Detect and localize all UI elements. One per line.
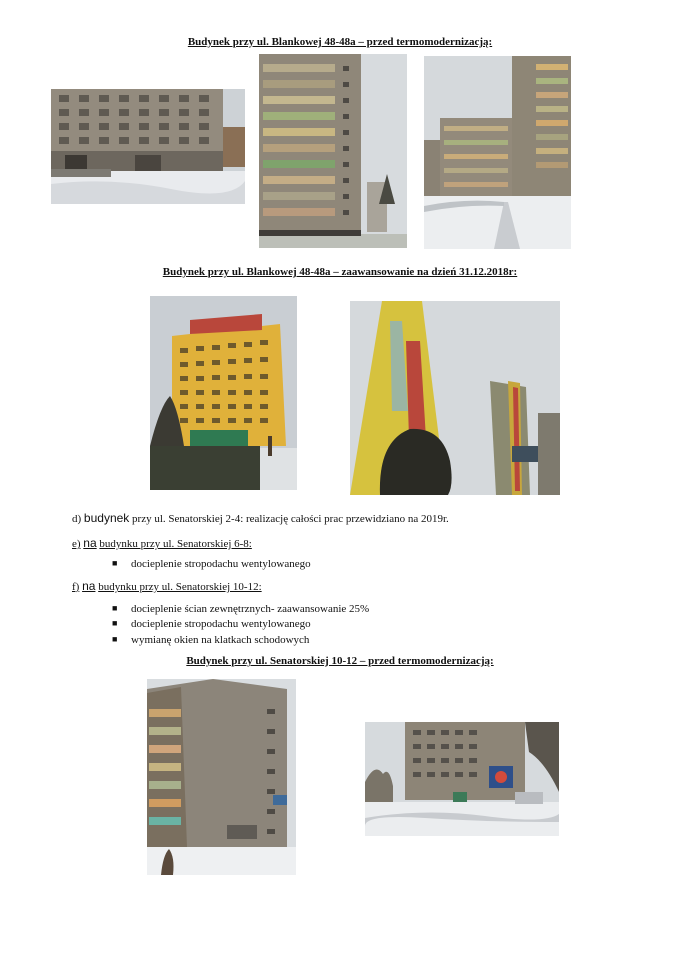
item-d-senatorska-2-4	[72, 511, 449, 525]
photo-senatorska-street-snow	[365, 722, 559, 836]
photo-blankowa-yellow-tower	[150, 296, 297, 490]
section-heading-blankowa-before: Budynek przy ul. Blankowej 48-48a – przed termomodernizacją:	[187, 36, 493, 48]
item-f-letter: f)	[72, 581, 80, 593]
item-d-word: budynek	[83, 511, 130, 525]
item-f-bullet-2	[112, 618, 311, 630]
photo-blankowa-tower-balconies	[259, 54, 407, 248]
item-e-senatorska-6-8	[72, 536, 252, 550]
section-heading-blankowa-progress: Budynek przy ul. Blankowej 48-48a – zaawansowanie na dzień 31.12.2018r:	[162, 266, 518, 278]
bullet-text: docieplenie stropodachu wentylowanego	[131, 558, 311, 570]
item-f-text: budynku przy ul. Senatorskiej 10-12:	[98, 581, 262, 593]
item-f-bullet-1	[112, 603, 370, 615]
section-heading-senatorska-before: Budynek przy ul. Senatorskiej 10-12 – przed termomodernizacją:	[186, 655, 494, 667]
photo-blankowa-painted-towers	[350, 301, 560, 495]
bullet-marker: ■	[112, 603, 118, 613]
bullet-text: docieplenie ścian zewnętrznych- zaawansowanie 25%	[131, 603, 370, 615]
item-e-text: budynku przy ul. Senatorskiej 6-8:	[99, 538, 252, 550]
photo-blankowa-tower-path	[424, 56, 571, 249]
photo-senatorska-tower	[147, 679, 296, 875]
bullet-text: wymianę okien na klatkach schodowych	[131, 634, 310, 646]
item-f-word: na	[82, 579, 96, 593]
bullet-marker: ■	[112, 634, 118, 644]
item-e-letter: e)	[72, 538, 81, 550]
item-e-bullet-1	[112, 558, 311, 570]
item-f-bullet-3	[112, 634, 310, 646]
bullet-marker: ■	[112, 558, 118, 568]
item-e-word: na	[83, 536, 97, 550]
item-d-text: przy ul. Senatorskiej 2-4: realizację całości prac przewidziano na 2019r.	[132, 513, 449, 525]
item-d-letter: d)	[72, 513, 82, 525]
bullet-text: docieplenie stropodachu wentylowanego	[131, 618, 311, 630]
bullet-marker: ■	[112, 618, 118, 628]
item-f-senatorska-10-12	[72, 579, 262, 593]
photo-blankowa-wide-snow	[51, 89, 245, 204]
